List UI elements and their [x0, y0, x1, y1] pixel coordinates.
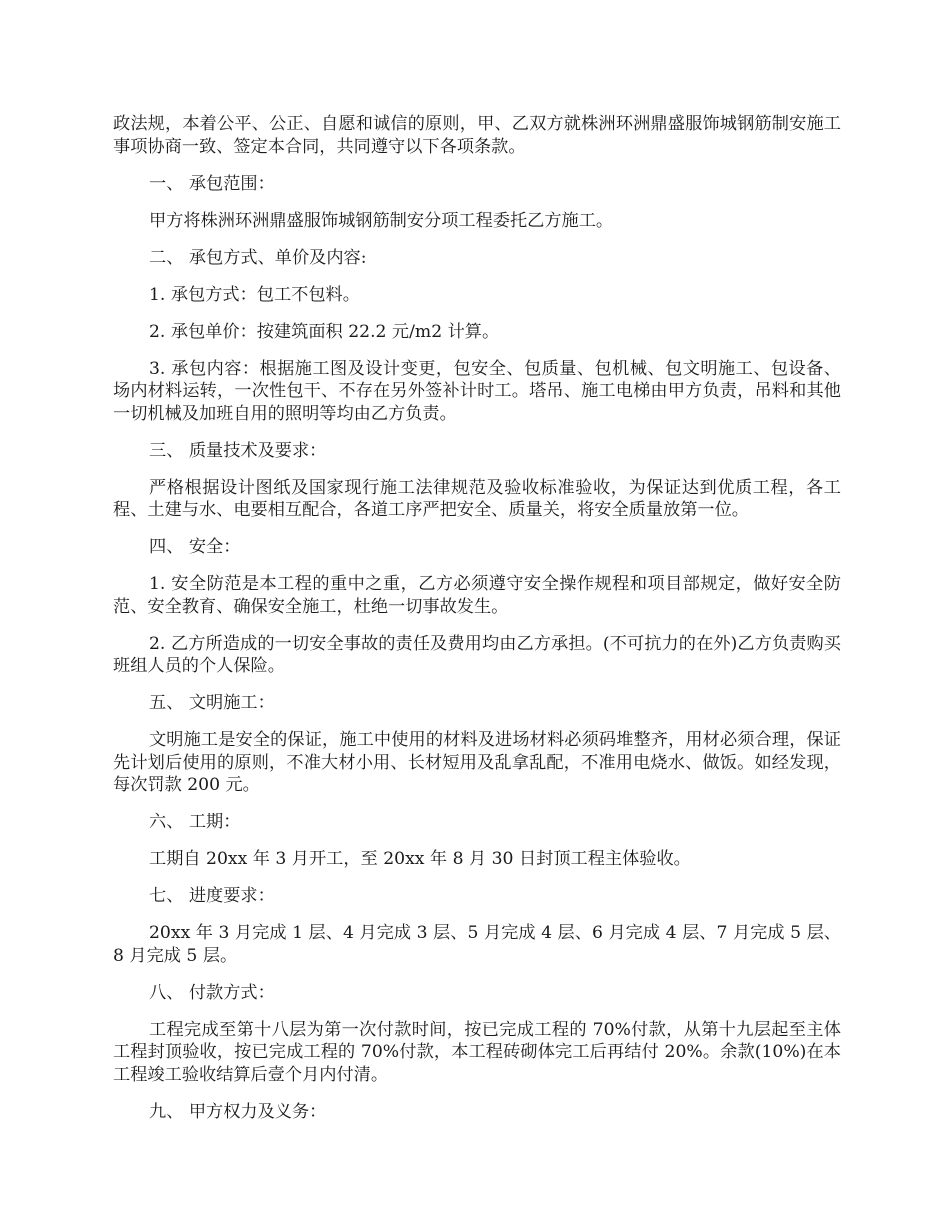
- section-6-heading: 六、 工期：: [149, 812, 241, 832]
- section-8-heading: 八、 付款方式：: [149, 982, 275, 1003]
- section-3-heading: 三、 质量技术及要求：: [149, 440, 327, 461]
- section-7-body: 20xx 年 3 月完成 1 层、4 月完成 3 层、5 月完成 4 层、6 月完成 4 层、7 月完成 5 层、8 月完成 5 层。: [113, 923, 841, 966]
- document-body: [113, 113, 841, 1138]
- section-4-heading: 四、 安全：: [149, 537, 241, 557]
- section-7-heading: 七、 进度要求：: [149, 886, 275, 906]
- section-9-heading: 九、 甲方权力及义务：: [149, 1101, 327, 1122]
- section-1-heading: 一、 承包范围：: [149, 173, 275, 194]
- section-2-item-1: 1. 承包方式：包工不包料。: [149, 284, 360, 305]
- section-5-heading: 五、 文明施工：: [149, 693, 275, 713]
- section-2-item-3: 3. 承包内容：根据施工图及设计变更，包安全、包质量、包机械、包文明施工、包设备、场内材料运转，一次性包干、不存在另外签补计时工。塔吊、施工电梯由甲方负责，吊料和其他一切机械及加班自用的照明等均由乙方负责。: [113, 358, 841, 424]
- section-4-item-2: 2. 乙方所造成的一切安全事故的责任及费用均由乙方承担。(不可抗力的在外)乙方负责购买班组人员的个人保险。: [113, 633, 841, 676]
- intro-paragraph: 政法规，本着公平、公正、自愿和诚信的原则，甲、乙双方就株洲环洲鼎盛服饰城钢筋制安施工事项协商一致、签定本合同，共同遵守以下各项条款。: [113, 114, 841, 157]
- section-5-body: 文明施工是安全的保证，施工中使用的材料及进场材料必须码堆整齐，用材必须合理，保证先计划后使用的原则，不准大材小用、长材短用及乱拿乱配，不准用电烧水、做饭。如经发现，每次罚款 200 元。: [113, 730, 841, 795]
- section-3-body: 严格根据设计图纸及国家现行施工法律规范及验收标准验收，为保证达到优质工程，各工程、土建与水、电要相互配合，各道工序严把安全、质量关，将安全质量放第一位。: [113, 477, 841, 520]
- section-2-item-2: 2. 承包单价：按建筑面积 22.2 元/m2 计算。: [149, 321, 500, 342]
- section-8-body: 工程完成至第十八层为第一次付款时间，按已完成工程的 70%付款，从第十九层起至主体工程封顶验收，按已完成工程的 70%付款，本工程砖砌体完工后再结付 20%。余款(10%)在本工程竣工验收结算后壹个月内付清。: [113, 1019, 841, 1085]
- section-2-heading: 二、 承包方式、单价及内容:: [149, 247, 367, 268]
- section-6-body: 工期自 20xx 年 3 月开工，至 20xx 年 8 月 30 日封顶工程主体验收。: [149, 849, 691, 869]
- section-1-body: 甲方将株洲环洲鼎盛服饰城钢筋制安分项工程委托乙方施工。: [149, 210, 614, 231]
- section-4-item-1: 1. 安全防范是本工程的重中之重，乙方必须遵守安全操作规程和项目部规定，做好安全防范、安全教育、确保安全施工，杜绝一切事故发生。: [113, 574, 841, 617]
